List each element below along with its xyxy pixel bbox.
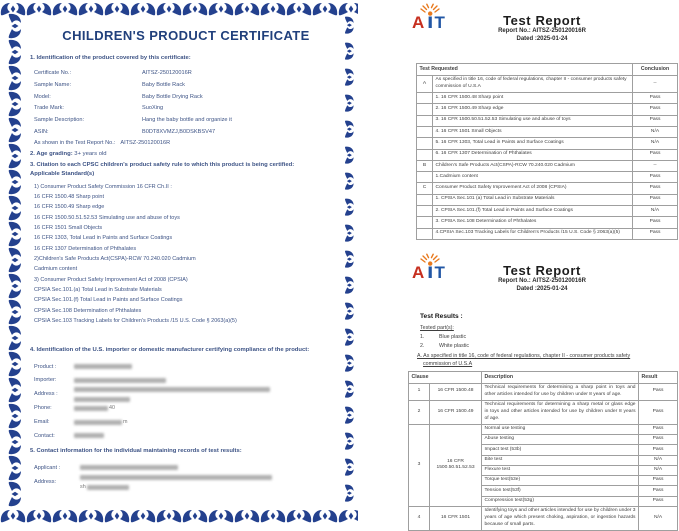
age-grading (30, 151, 342, 157)
conclusion-cell: N/A (633, 206, 678, 217)
clause-cell (417, 115, 433, 126)
requirement-cell: 2. 16 CFR 1500.49 Sharp edge (433, 104, 633, 115)
table-row (417, 104, 678, 115)
table-row (417, 160, 678, 171)
section1-heading: 1. Identification of the product covered by this certificate: (30, 55, 191, 61)
svg-text:T: T (434, 13, 445, 30)
section3-subheading: Applicable Standard(s) (30, 171, 95, 177)
clause-cell: B (417, 160, 433, 171)
standard-line: Cadmium content (34, 266, 78, 273)
field-row (34, 429, 342, 443)
standard-line: CPSIA Sec.101.(f) Total Lead in Paints and Surface Coatings (34, 297, 183, 304)
col-clause: Clause (409, 371, 482, 383)
standard-line: 2)Children's Safe Products Act(CSPA)-RCW 70.240.020 Cadmium (34, 256, 196, 262)
table-row (417, 149, 678, 160)
result-cell: Pass (639, 424, 678, 434)
requirement-cell: 2. CPSIA Sec.101.(f) Total Lead in Paints and Surface Coatings (433, 206, 633, 217)
conclusion-cell: Pass (633, 115, 678, 126)
result-cell: Pass (639, 496, 678, 506)
section-a-line2: commission of U.S.A (423, 360, 473, 367)
result-cell: N/A (639, 455, 678, 465)
redacted-value (74, 420, 122, 425)
redacted-value (74, 433, 104, 438)
requirement-cell: As specified in title 16, code of federal regulations, chapter II - consumer products safety commission of U.S.A (433, 76, 633, 93)
clause-cell: 16 CFR 1500.50.51.52.53 (430, 424, 482, 506)
field-label: ASIN: (34, 128, 49, 135)
requirement-cell: 4.CPSIA Sec.103 Tracking Labels for Children's Products /15 U.S. Code § 2063(a)(5) (433, 228, 633, 239)
conclusion-cell: -- (633, 76, 678, 93)
table-row (417, 194, 678, 205)
clause-cell (417, 126, 433, 137)
field-value: AITSZ-250120016R (142, 70, 192, 77)
result-cell: Pass (639, 383, 678, 400)
field-row (34, 89, 342, 101)
field-label: Phone: (34, 405, 52, 412)
standard-line: 16 CFR 1303, Total Lead in Paints and Surface Coatings (34, 235, 173, 242)
standard-line: CPSIA Sec.103 Tracking Labels for Children's Products /15 U.S. Code § 2063(a)(5) (34, 318, 237, 325)
standard-line: 16 CFR 1500.48 Sharp point (34, 193, 105, 200)
field-label: Sample Description: (34, 117, 85, 124)
requirement-cell: 1. 16 CFR 1500.48 Sharp point (433, 93, 633, 104)
field-label: Product : (34, 363, 57, 370)
table-header-row (409, 371, 678, 383)
standard-line: CPSIA Sec.101.(a) Total Lead in Substrate Materials (34, 287, 162, 294)
ait-logo (412, 253, 454, 280)
field-label: Importer: (34, 377, 57, 384)
field-label: As shown in the Test Report No.: (34, 140, 116, 147)
clause-number-cell: 2 (409, 400, 430, 424)
clause-cell (417, 206, 433, 217)
description-cell: Compression test(53g) (482, 496, 639, 506)
section3-heading: 3. Citation to each CPSC children's product safety rule to which this product is being certified: (30, 162, 295, 169)
part-name: White plastic (439, 343, 470, 350)
description-cell: Bite test (482, 455, 639, 465)
description-cell: Normal use testing (482, 424, 639, 434)
clause-number-cell: 3 (409, 424, 430, 506)
conclusion-cell: Pass (633, 194, 678, 205)
clause-cell (417, 93, 433, 104)
table-row (417, 76, 678, 93)
field-label: Model: (34, 93, 51, 100)
svg-text:T: T (434, 263, 445, 280)
table-row (417, 115, 678, 126)
table-row (409, 383, 678, 400)
section-a-line1: A. As specified in title 16, code of federal regulations, chapter II - consumer products safety (417, 353, 631, 360)
requirement-cell: 6. 16 CFR 1307 Determination of Phthalates (433, 149, 633, 160)
table-row (417, 206, 678, 217)
conclusion-cell: Pass (633, 228, 678, 239)
table-row (417, 138, 678, 149)
table-row (417, 183, 678, 194)
field-row (34, 415, 342, 429)
conclusion-cell: Pass (633, 104, 678, 115)
conclusion-cell: Pass (633, 183, 678, 194)
field-row (34, 66, 342, 78)
clause-number-cell: 1 (409, 383, 430, 400)
field-value: Baby Bottle Drying Rack (142, 93, 203, 100)
report-number: Report No.: AITSZ-250120016R (498, 278, 586, 284)
redacted-value (74, 378, 166, 383)
product-fields (34, 66, 342, 148)
records-fields (34, 461, 342, 490)
table-row (417, 217, 678, 228)
table-row (417, 93, 678, 104)
tested-part (420, 343, 679, 349)
field-label: Trade Mark: (34, 105, 64, 112)
visible-prefix: sh (80, 484, 86, 491)
field-label: Address : (34, 391, 58, 398)
table-header-row (417, 64, 678, 76)
field-row (34, 136, 342, 148)
clause-cell (417, 228, 433, 239)
result-cell: N/A (639, 506, 678, 530)
description-cell: Technical requirements for determining a sharp metal or glass edge in toys and other articles intended for use by children under 8 years of age. (482, 400, 639, 424)
conclusion-cell: N/A (633, 126, 678, 137)
section5-heading: 5. Contact information for the individual maintaining records of test results: (30, 448, 242, 455)
field-label: Address: (34, 479, 57, 486)
field-row (34, 77, 342, 89)
col-description: Description (482, 371, 639, 383)
table-row (417, 172, 678, 183)
description-cell: Impact test (53b) (482, 445, 639, 455)
table-row (417, 126, 678, 137)
clause-cell: 16 CFR 1500.48 (430, 383, 482, 400)
standard-line: CPSIA Sec.108 Determination of Phthalates (34, 307, 142, 314)
field-row (34, 402, 342, 416)
result-cell: Pass (639, 486, 678, 496)
clause-cell: A (417, 76, 433, 93)
section2-label: 2. Age grading: (30, 151, 73, 158)
field-value: Hang the baby bottle and organize it (142, 117, 232, 124)
description-cell: Torque test(53e) (482, 476, 639, 486)
conclusion-cell: Pass (633, 217, 678, 228)
ait-logo (412, 3, 454, 30)
result-cell: Pass (639, 400, 678, 424)
tested-part (420, 334, 679, 340)
table-row (409, 424, 678, 434)
field-label: Contact: (34, 432, 55, 439)
clause-cell (417, 172, 433, 183)
redacted-value (74, 406, 108, 411)
visible-suffix: 40 (109, 405, 115, 412)
table-row (409, 400, 678, 424)
requirement-cell: 4. 16 CFR 1501 Small Objects (433, 126, 633, 137)
standard-line: 1) Consumer Product Safety Commission 16 CFR Ch.II : (34, 183, 172, 190)
field-row (34, 475, 342, 491)
redacted-value (80, 475, 272, 491)
clause-cell: 16 CFR 1500.49 (430, 400, 482, 424)
conclusion-cell: Pass (633, 149, 678, 160)
field-value: B0DT8XVMZJ,B0DSKBSV47 (142, 128, 216, 135)
standard-line: 16 CFR 1500.49 Sharp edge (34, 204, 105, 211)
test-report-page-2 (405, 250, 679, 531)
report-header (405, 0, 679, 56)
clause-cell: C (417, 183, 433, 194)
test-results-heading: Test Results : (420, 313, 463, 320)
clause-cell (417, 217, 433, 228)
test-report-page-1 (405, 0, 679, 240)
requested-table (416, 63, 678, 240)
clause-cell (417, 104, 433, 115)
col-conclusion: Conclusion (633, 64, 678, 76)
field-value: AITSZ-250120016R (120, 140, 171, 147)
col-result: Result (639, 371, 678, 383)
report-number: Report No.: AITSZ-250120016R (498, 28, 586, 34)
report-header (405, 250, 679, 306)
redacted-value (80, 465, 178, 470)
conclusion-cell: N/A (633, 138, 678, 149)
standards-list (34, 182, 342, 327)
clause-number-cell: 4 (409, 506, 430, 530)
requirement-cell: 3. CPSIA Sec.108 Determination of Phthalates (433, 217, 633, 228)
svg-text:A: A (412, 13, 425, 30)
conclusion-cell: -- (633, 160, 678, 171)
report-date: Dated :2025-01-24 (516, 35, 568, 42)
description-cell: Identifying toys and other articles intended for use by children under 3 years of age which present choking, aspiration, or ingestion hazards because of small parts. (482, 506, 639, 530)
report-title: Test Report (503, 13, 581, 28)
results-table (408, 371, 678, 531)
requirement-cell: 3. 16 CFR 1500.50.51.52.53 Simulating use and abuse of toys (433, 115, 633, 126)
description-cell: Technical requirements for determining a sharp point in toys and other articles intended for use by children under 8 years of age. (482, 383, 639, 400)
requirement-cell: Consumer Product Safety Improvement Act of 2008 (CPSIA) (433, 183, 633, 194)
field-label: Sample Name: (34, 81, 71, 88)
description-cell: Flexure test (482, 465, 639, 475)
table-row (409, 506, 678, 530)
redacted-value (74, 364, 132, 369)
field-row (34, 461, 342, 475)
field-label: Email: (34, 419, 50, 426)
conclusion-cell: Pass (633, 172, 678, 183)
part-number: 1. (420, 334, 425, 341)
svg-text:A: A (412, 263, 425, 280)
standard-line: 16 CFR 1501 Small Objects (34, 224, 103, 231)
col-test-requested: Test Requested (417, 64, 633, 76)
section2-value: 3+ years old (74, 151, 107, 158)
table-row (417, 228, 678, 239)
result-cell: Pass (639, 476, 678, 486)
field-value: SuoXing (142, 105, 164, 112)
report-date: Dated :2025-01-24 (516, 285, 568, 292)
field-value: Baby Bottle Rack (142, 81, 185, 88)
importer-fields (34, 360, 342, 442)
field-row (34, 124, 342, 136)
part-name: Blue plastic (439, 334, 467, 341)
standard-line: 16 CFR 1500.50.51.52.53 Simulating use and abuse of toys (34, 214, 180, 221)
result-cell: Pass (639, 435, 678, 445)
clause-cell: 16 CFR 1501 (430, 506, 482, 530)
clause-cell (417, 149, 433, 160)
requirement-cell: Children's Safe Products Act(CSPA)-RCW 70.240.020 Cadmium (433, 160, 633, 171)
clause-cell (417, 194, 433, 205)
field-row (34, 112, 342, 124)
redacted-value (74, 387, 270, 402)
description-cell: Tension test(53f) (482, 486, 639, 496)
result-cell: Pass (639, 445, 678, 455)
visible-suffix: m (123, 419, 128, 426)
report-title: Test Report (503, 263, 581, 278)
field-label: Certificate No.: (34, 70, 71, 77)
requirement-cell: 1.Cadmium content (433, 172, 633, 183)
requirement-cell: 1. CPSIA Sec.101 (a) Total Lead in Substrate Materials (433, 194, 633, 205)
description-cell: Abuse testing (482, 435, 639, 445)
clause-cell (417, 138, 433, 149)
field-row (34, 374, 342, 388)
certificate-title: CHILDREN'S PRODUCT CERTIFICATE (62, 28, 310, 43)
field-row (34, 101, 342, 113)
result-cell: N/A (639, 465, 678, 475)
part-number: 2. (420, 343, 425, 350)
field-row (34, 387, 342, 402)
conclusion-cell: Pass (633, 93, 678, 104)
section4-heading: 4. Identification of the U.S. importer or domestic manufacturer certifying compliance of the product: (30, 347, 310, 354)
tested-parts-label: Tested part(s): (420, 325, 454, 331)
field-label: Applicant : (34, 464, 61, 471)
field-row (34, 360, 342, 374)
standard-line: 16 CFR 1307 Determination of Phthalates (34, 245, 137, 252)
requirement-cell: 5. 16 CFR 1303, Total Lead in Paints and Surface Coatings (433, 138, 633, 149)
standard-line: 3) Consumer Product Safety Improvement Act of 2008 (CPSIA) (34, 276, 188, 283)
